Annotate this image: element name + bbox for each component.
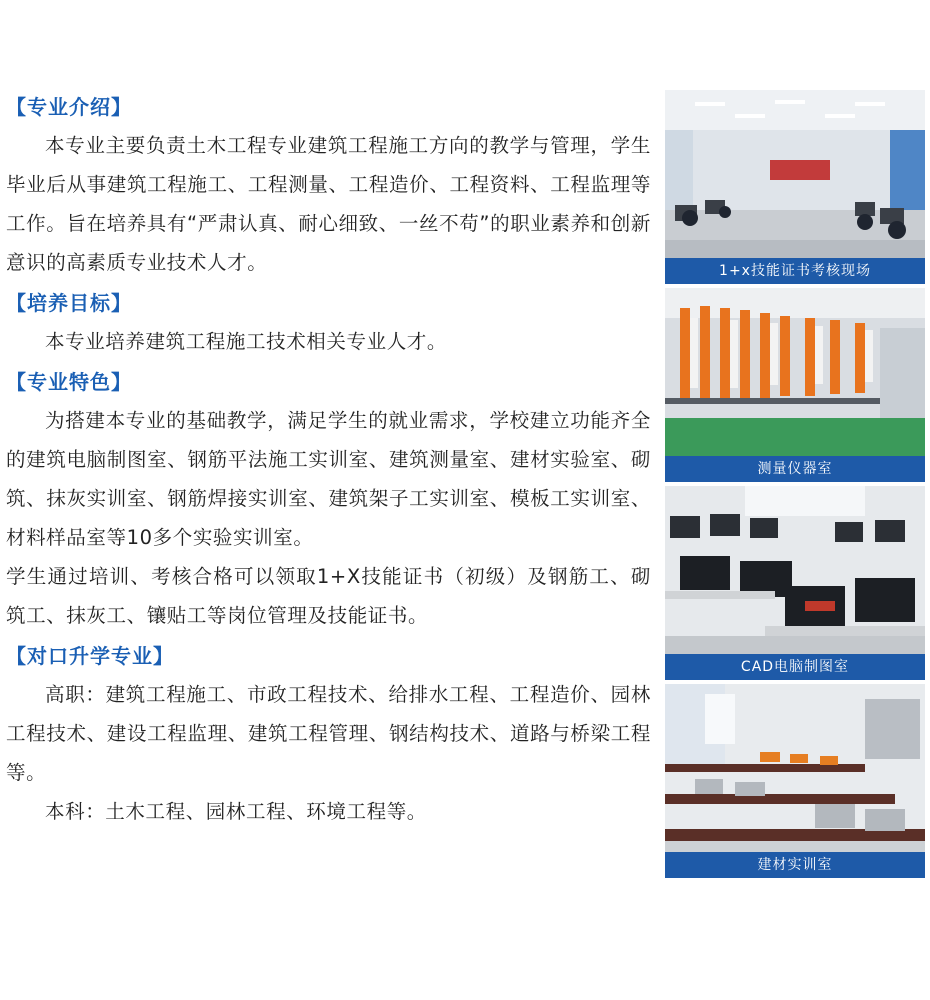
text-column (6, 86, 651, 831)
materials-lab-photo (665, 684, 925, 852)
surveying-instruments-photo (665, 288, 925, 456)
goal-paragraph: 本专业培养建筑工程施工技术相关专业人才。 (45, 330, 448, 353)
classroom-exam-photo (665, 90, 925, 258)
vocational-paragraph: 高职：建筑工程施工、市政工程技术、给排水工程、工程造价、园林工程技术、建设工程监理、建筑工程管理、钢结构技术、道路与桥梁工程等。 (6, 683, 651, 784)
intro-paragraph: 本专业主要负责土木工程专业建筑工程施工方向的教学与管理，学生毕业后从事建筑工程施工、工程测量、工程造价、工程资料、工程监理等工作。旨在培养具有“严肃认真、耐心细致、一丝不苟”的职业素养和创新意识的高素质专业技术人才。 (6, 134, 651, 274)
photo-caption: 测量仪器室 (665, 456, 925, 482)
computer-lab-photo (665, 486, 925, 654)
photo-caption: CAD电脑制图室 (665, 654, 925, 680)
section-heading-goal: 【培养目标】 (6, 291, 132, 315)
section-heading-upgrade: 【对口升学专业】 (6, 644, 174, 668)
photo-card-cad (665, 486, 925, 680)
photo-card-exam (665, 90, 925, 284)
feature-paragraph: 为搭建本专业的基础教学，满足学生的就业需求，学校建立功能齐全的建筑电脑制图室、钢筋平法施工实训室、建筑测量室、建材实验室、砌筑、抹灰实训室、钢筋焊接实训室、建筑架子工实训室、模板工实训室、材料样品室等10多个实验实训室。 (6, 409, 651, 549)
photo-card-instruments (665, 288, 925, 482)
section-heading-intro: 【专业介绍】 (6, 95, 132, 119)
photo-card-materials (665, 684, 925, 878)
section-heading-feature: 【专业特色】 (6, 370, 132, 394)
certificate-paragraph: 学生通过培训、考核合格可以领取1+X技能证书（初级）及钢筋工、砌筑工、抹灰工、镶贴工等岗位管理及技能证书。 (6, 565, 651, 627)
photo-caption: 1+x技能证书考核现场 (665, 258, 925, 284)
photo-caption: 建材实训室 (665, 852, 925, 878)
undergraduate-paragraph: 本科：土木工程、园林工程、环境工程等。 (45, 800, 427, 823)
photo-column (665, 90, 925, 882)
